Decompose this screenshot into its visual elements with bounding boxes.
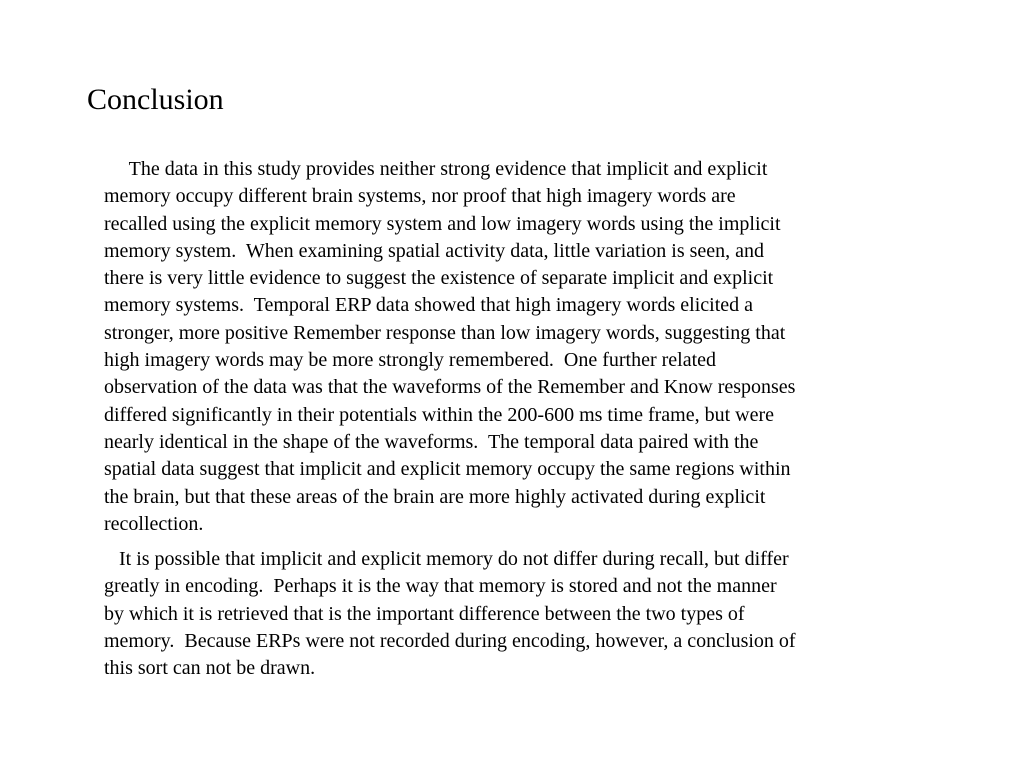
paragraph-line: recalled using the explicit memory system and low imagery words using the implicit bbox=[104, 212, 781, 235]
paragraph-line: memory occupy different brain systems, nor proof that high imagery words are bbox=[104, 185, 736, 208]
paragraph-line: greatly in encoding. Perhaps it is the way that memory is stored and not the manner bbox=[104, 575, 777, 598]
paragraph-line: memory systems. Temporal ERP data showed that high imagery words elicited a bbox=[104, 294, 754, 317]
paragraph-line: memory. Because ERPs were not recorded during encoding, however, a conclusion of bbox=[104, 630, 796, 653]
paragraph-line: by which it is retrieved that is the important difference between the two types of bbox=[104, 602, 745, 625]
paragraph-line: memory system. When examining spatial activity data, little variation is seen, and bbox=[104, 239, 765, 262]
paragraph-line: nearly identical in the shape of the waveforms. The temporal data paired with the bbox=[104, 430, 759, 453]
paragraph-line: stronger, more positive Remember response than low imagery words, suggesting that bbox=[104, 321, 786, 344]
slide-body bbox=[104, 156, 904, 683]
paragraph-line: high imagery words may be more strongly remembered. One further related bbox=[104, 349, 717, 372]
paragraph-line: this sort can not be drawn. bbox=[104, 657, 316, 680]
paragraph-line: recollection. bbox=[104, 512, 204, 535]
paragraph-line: observation of the data was that the waveforms of the Remember and Know responses bbox=[104, 376, 796, 399]
paragraph-line: The data in this study provides neither strong evidence that implicit and explicit bbox=[104, 158, 768, 180]
body-paragraph bbox=[104, 156, 904, 538]
paragraph-line: the brain, but that these areas of the brain are more highly activated during explicit bbox=[104, 485, 766, 508]
slide-title: Conclusion bbox=[87, 83, 224, 116]
body-paragraph bbox=[104, 546, 904, 682]
paragraph-line: differed significantly in their potentials within the 200-600 ms time frame, but were bbox=[104, 403, 775, 426]
paragraph-line: spatial data suggest that implicit and explicit memory occupy the same regions within bbox=[104, 458, 791, 481]
paragraph-line: there is very little evidence to suggest the existence of separate implicit and explicit bbox=[104, 267, 774, 290]
paragraph-line: It is possible that implicit and explicit memory do not differ during recall, but differ bbox=[104, 548, 789, 571]
